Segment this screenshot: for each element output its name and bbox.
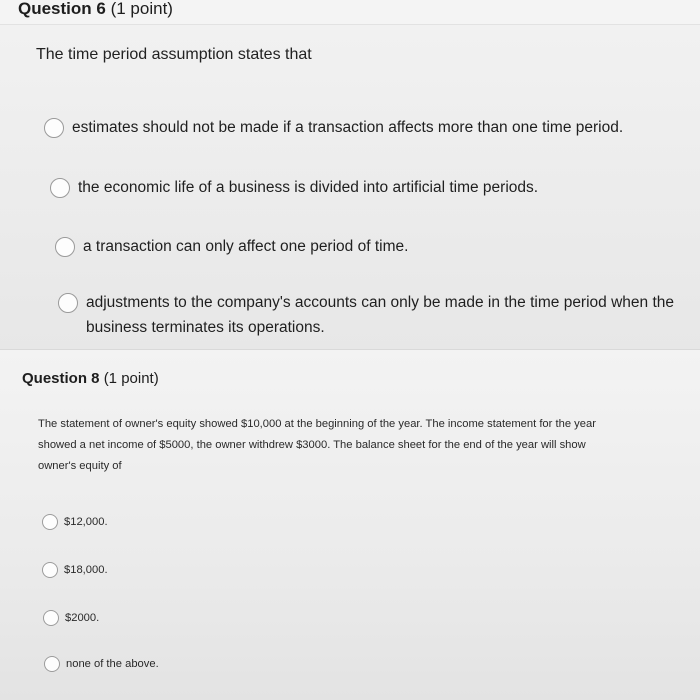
radio-button-icon[interactable] [55,237,75,257]
question-6-points: (1 point) [110,0,173,18]
question-8-option-1[interactable] [42,514,108,530]
question-6-option-3[interactable] [55,236,408,259]
radio-button-icon[interactable] [42,514,58,530]
question-6-option-2[interactable] [50,177,538,200]
option-label: a transaction can only affect one period of time. [83,238,409,255]
question-6-option-4[interactable] [58,292,690,340]
option-label: none of the above. [66,658,159,670]
radio-button-icon[interactable] [44,656,60,672]
question-6-option-1[interactable] [44,117,623,140]
radio-button-icon[interactable] [42,562,58,578]
question-8-points: (1 point) [103,370,159,387]
option-label: $2000. [65,612,100,624]
question-8-option-2[interactable] [42,562,108,578]
radio-button-icon[interactable] [58,293,78,313]
radio-button-icon[interactable] [43,610,59,626]
option-label: adjustments to the company's accounts can only be made in the time period when the business terminates its operations. [86,294,674,336]
question-6-header [0,0,700,25]
question-8-title: Question 8 [22,370,100,387]
option-label: $12,000. [64,516,108,528]
option-label: estimates should not be made if a transaction affects more than one time period. [72,119,624,136]
question-8-prompt: The statement of owner's equity showed $10,000 at the beginning of the year. The income statement for the year showed a net income of $5000, the owner withdrew $3000. The balance sheet for the end of the year will show owner's equity of [38,418,596,472]
question-8-option-4[interactable] [44,656,159,672]
question-8-heading [22,370,159,387]
option-label: $18,000. [64,564,108,576]
radio-button-icon[interactable] [44,118,64,138]
question-6-prompt: The time period assumption states that [36,46,312,63]
option-label: the economic life of a business is divided into artificial time periods. [78,179,539,196]
question-8-panel [0,350,700,700]
question-6-heading [18,0,173,19]
question-6-title: Question 6 [18,0,106,18]
question-8-option-3[interactable] [43,610,99,626]
radio-button-icon[interactable] [50,178,70,198]
